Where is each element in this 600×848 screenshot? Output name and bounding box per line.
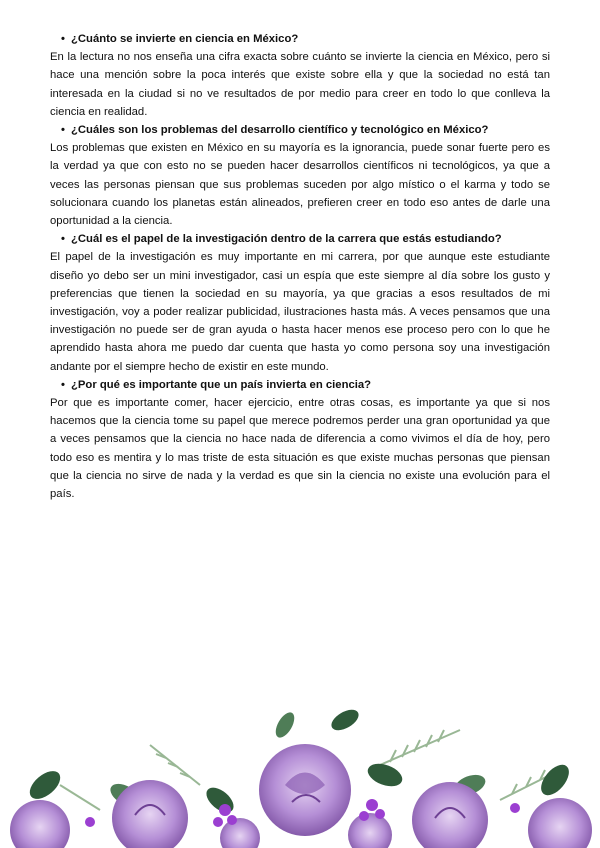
question-heading [50,30,550,48]
question-heading [50,230,550,248]
bullet: • [61,378,65,391]
answer-paragraph: Los problemas que existen en México en su mayoría es la ignorancia, puede sonar fuerte pero es la verdad ya que con esto no se pueden hacer desarrollos científicos ni tecnológicos, ya que a veces las personas piensan que sus problemas suceden por algo místico o el karma y todo se solucionara cuando los planetas están alineados, prefieren creer en todo eso antes de darle una oportunidad a la ciencia. [50,142,550,228]
question-text: ¿Cuánto se invierte en ciencia en México? [71,33,299,45]
question-text: ¿Por qué es importante que un país invierta en ciencia? [71,378,372,391]
answer-paragraph: Por que es importante comer, hacer ejercicio, entre otras cosas, es importante ya que si nos hacemos que la ciencia tome su papel que merece podremos perder una gran oportunidad ya que a veces pensamos que la ciencia no hace nada de diferencia a como vivimos el día de hoy, pero todo eso es mentira y lo mas triste de esta situación es que existe muchas personas que piensan que la ciencia no sirve de nada y la verdad es que sin la ciencia no existe una evolución para el país. [50,397,550,501]
answer-paragraph: El papel de la investigación es muy importante en mi carrera, por que aunque este estudiante diseño yo debo ser un mini investigador, casi un espía que este siempre al día sobre los gusto y preferencias que tienen la sociedad en su mayoría, ya que gracias a esos resultados de mi investigación, voy a poder realizar publicidad, ilustraciones hasta más. A veces pensamos que una investigación no puede ser de gran ayuda o hasta hacer menos ese proceso pero con lo que he aprendido hasta ahora me puedo dar cuenta que hasta yo como persona soy una investigación andante por el siempre hecho de existir en este mundo. [50,251,550,373]
section-investment [50,30,550,121]
section-research-role [50,230,550,376]
roses [10,744,592,848]
question-text: ¿Cuáles son los problemas del desarrollo científico y tecnológico en México? [71,124,489,137]
section-problems [50,121,550,230]
section-why-invest [50,376,550,503]
document-body [50,30,550,503]
question-heading [50,376,550,394]
question-heading [50,121,550,139]
bullet: • [61,124,65,137]
bullet: • [61,233,65,246]
question-text: ¿Cuál es el papel de la investigación dentro de la carrera que estás estudiando? [71,233,502,246]
answer-paragraph: En la lectura no nos enseña una cifra exacta sobre cuánto se invierte la ciencia en México, pero si hace una mención sobre la poca interés que existe sobre ella y que la sociedad no está tan interesada en la ciudad si no ve resultados de por medio para creer en todo lo que conlleva la ciencia en realidad. [50,51,550,118]
bullet: • [61,33,65,45]
rose-border-decoration [0,690,600,848]
